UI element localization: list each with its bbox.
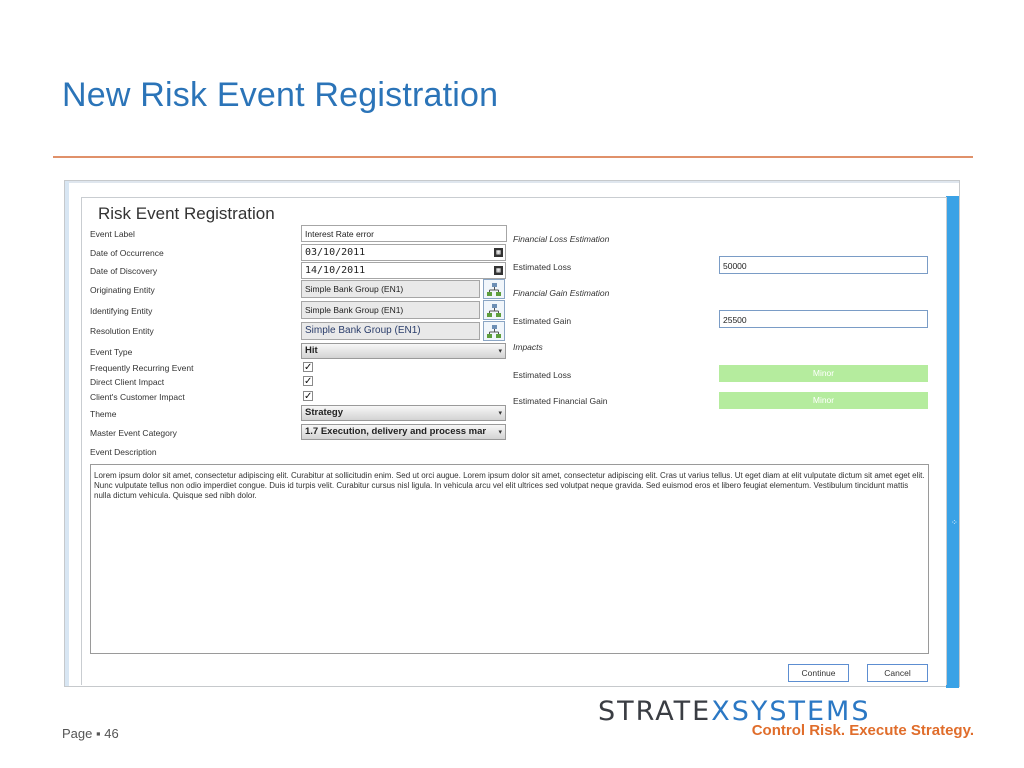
vertical-scrollbar[interactable] — [946, 196, 959, 688]
stratex-logo — [598, 696, 974, 739]
estimated-gain-label: Estimated Gain — [513, 316, 572, 326]
date-discovery-value: 14/10/2011 — [305, 265, 366, 276]
impact-gain-badge: Minor — [719, 392, 928, 409]
financial-loss-heading: Financial Loss Estimation — [513, 234, 610, 244]
title-divider — [53, 156, 973, 158]
client-customer-impact-checkbox[interactable]: ✓ — [304, 391, 313, 402]
master-event-category-dropdown[interactable] — [301, 424, 506, 440]
screenshot-top-border — [65, 181, 959, 183]
master-event-category-value: 1.7 Execution, delivery and process mar — [305, 426, 487, 437]
logo-tagline: Control Risk. Execute Strategy. — [751, 722, 974, 739]
resolution-entity-field: Simple Bank Group (EN1) — [301, 322, 480, 340]
theme-dropdown[interactable] — [301, 405, 506, 421]
event-description-textarea[interactable]: Lorem ipsum dolor sit amet, consectetur adipiscing elit. Curabitur at sollicitudin enim. Sed ut orci augue. Lorem ipsum dolor sit amet, consectetur adipiscing elit. Cras ut varius tellus. Ut eget diam at elit vulputate dictum sit amet eget elit. Nunc vulputate tellus non odio imperdiet congue. Duis id turpis velit. Curabitur cursus nisl ligula. In vehicula arcu vel elit ultrices sed volutpat neque gravida. Sed euismod eros et libero feugiat elementum. Vestibulum tincidunt mattis nulla dictum vehicula. Quisque sed nibh dolor. — [90, 464, 929, 654]
estimated-gain-input[interactable]: 25500 — [719, 310, 928, 328]
slide-title: New Risk Event Registration — [62, 76, 499, 114]
hierarchy-picker-icon[interactable] — [483, 300, 505, 320]
chevron-down-icon: ▾ — [498, 348, 502, 355]
theme-value: Strategy — [305, 407, 344, 418]
event-label-label: Event Label — [90, 229, 135, 239]
impacts-heading: Impacts — [513, 342, 543, 352]
page-label: Page — [62, 726, 93, 741]
screenshot-left-border — [65, 181, 69, 686]
calendar-icon[interactable]: ▦ — [494, 248, 503, 257]
frequently-recurring-label: Frequently Recurring Event — [90, 363, 194, 373]
resize-grip-icon[interactable]: ⁘ — [951, 518, 958, 527]
page-separator: ▪ — [96, 726, 101, 741]
identifying-entity-field: Simple Bank Group (EN1) — [301, 301, 480, 319]
originating-entity-field: Simple Bank Group (EN1) — [301, 280, 480, 298]
financial-gain-heading: Financial Gain Estimation — [513, 288, 610, 298]
date-occurrence-input[interactable] — [301, 244, 506, 261]
risk-event-screenshot — [64, 180, 960, 687]
identifying-entity-label: Identifying Entity — [90, 306, 153, 316]
impact-loss-label: Estimated Loss — [513, 370, 572, 380]
estimated-loss-label: Estimated Loss — [513, 262, 572, 272]
date-discovery-input[interactable] — [301, 262, 506, 279]
form-title: Risk Event Registration — [98, 204, 275, 223]
date-occurrence-value: 03/10/2011 — [305, 247, 366, 258]
event-type-dropdown[interactable] — [301, 343, 506, 359]
frequently-recurring-checkbox[interactable]: ✓ — [304, 362, 313, 373]
date-discovery-label: Date of Discovery — [90, 266, 158, 276]
event-description-label: Event Description — [90, 447, 157, 457]
logo-part-2: XSYSTEMS — [711, 696, 871, 727]
page-value: 46 — [104, 726, 119, 741]
impact-gain-label: Estimated Financial Gain — [513, 396, 608, 406]
continue-button[interactable]: Continue — [788, 664, 849, 682]
direct-client-impact-checkbox[interactable]: ✓ — [304, 376, 313, 387]
impact-loss-badge: Minor — [719, 365, 928, 382]
logo-part-1: STRATE — [598, 696, 712, 727]
resolution-entity-label: Resolution Entity — [90, 326, 154, 336]
event-type-label: Event Type — [90, 347, 133, 357]
chevron-down-icon: ▾ — [498, 410, 502, 417]
hierarchy-picker-icon[interactable] — [483, 321, 505, 341]
direct-client-impact-label: Direct Client Impact — [90, 377, 165, 387]
event-label-input[interactable]: Interest Rate error — [301, 225, 507, 242]
chevron-down-icon: ▾ — [498, 429, 502, 436]
master-event-category-label: Master Event Category — [90, 428, 177, 438]
theme-label: Theme — [90, 409, 117, 419]
page-number — [62, 726, 119, 741]
cancel-button[interactable]: Cancel — [867, 664, 928, 682]
calendar-icon[interactable]: ▦ — [494, 266, 503, 275]
hierarchy-picker-icon[interactable] — [483, 279, 505, 299]
estimated-loss-input[interactable]: 50000 — [719, 256, 928, 274]
client-customer-impact-label: Client's Customer Impact — [90, 392, 185, 402]
originating-entity-label: Originating Entity — [90, 285, 155, 295]
date-occurrence-label: Date of Occurrence — [90, 248, 164, 258]
event-type-value: Hit — [305, 345, 318, 356]
logo-wordmark — [598, 696, 974, 727]
